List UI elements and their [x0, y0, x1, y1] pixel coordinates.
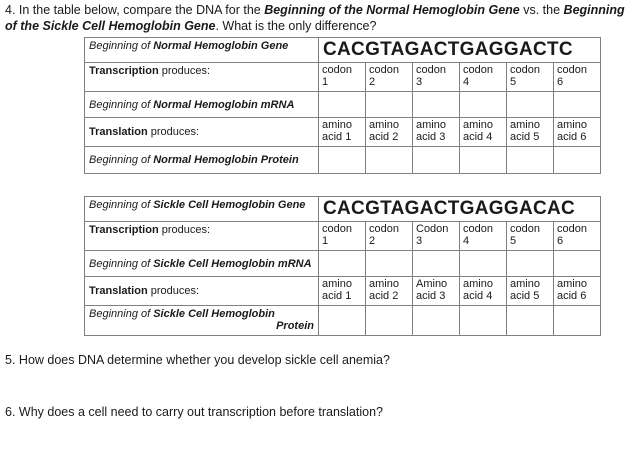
question-4-text-1: In the table below, compare the DNA for the [15, 3, 265, 17]
normal-codon-5: codon 5 [507, 63, 554, 92]
question-4-emphasis-1: Beginning of the Normal Hemoglobin Gene [264, 3, 520, 17]
sickle-amino-acid-1: amino acid 1 [319, 277, 366, 306]
normal-codon-3: codon 3 [413, 63, 460, 92]
question-5-number: 5. [5, 353, 16, 367]
sickle-codon-4: codon 4 [460, 222, 507, 251]
sickle-transcription-label: Transcription produces: [85, 222, 319, 251]
normal-amino-acid-5: amino acid 5 [507, 118, 554, 147]
normal-transcription-label: Transcription produces: [85, 63, 319, 92]
normal-amino-acid-2: amino acid 2 [366, 118, 413, 147]
question-4-text-3: . What is the only difference? [215, 19, 377, 33]
question-6 [5, 404, 383, 420]
normal-amino-acid-1: amino acid 1 [319, 118, 366, 147]
normal-hemoglobin-table [84, 37, 601, 174]
sickle-codon-3: Codon 3 [413, 222, 460, 251]
sickle-mrna-label: Beginning of Sickle Cell Hemoglobin mRNA [85, 251, 319, 277]
sickle-protein-label: Beginning of Sickle Cell Hemoglobin Protein [85, 306, 319, 336]
question-5-text: How does DNA determine whether you develop sickle cell anemia? [15, 353, 390, 367]
question-4 [5, 2, 630, 34]
question-4-number: 4. [5, 3, 16, 17]
sickle-codon-2: codon 2 [366, 222, 413, 251]
sickle-amino-acid-3: Amino acid 3 [413, 277, 460, 306]
sickle-codon-6: codon 6 [554, 222, 601, 251]
sickle-translation-label: Translation produces: [85, 277, 319, 306]
normal-codon-2: codon 2 [366, 63, 413, 92]
normal-codon-1: codon 1 [319, 63, 366, 92]
question-5 [5, 352, 390, 368]
sickle-amino-acid-4: amino acid 4 [460, 277, 507, 306]
normal-protein-label: Beginning of Normal Hemoglobin Protein [85, 147, 319, 174]
sickle-dna-sequence: CACGTAGACTGAGGACAC [319, 197, 601, 222]
normal-mrna-label: Beginning of Normal Hemoglobin mRNA [85, 92, 319, 118]
sickle-amino-acid-2: amino acid 2 [366, 277, 413, 306]
sickle-codon-5: codon 5 [507, 222, 554, 251]
question-6-text: Why does a cell need to carry out transcription before translation? [15, 405, 383, 419]
question-4-text-2: vs. the [519, 3, 564, 17]
sickle-amino-acid-5: amino acid 5 [507, 277, 554, 306]
normal-translation-label: Translation produces: [85, 118, 319, 147]
question-4-emphasis-2: Beginning of the Sickle Cell Hemoglobin Gene [5, 3, 625, 33]
normal-codon-4: codon 4 [460, 63, 507, 92]
normal-codon-6: codon 6 [554, 63, 601, 92]
sickle-cell-hemoglobin-table [84, 196, 601, 336]
normal-gene-label: Beginning of Normal Hemoglobin Gene [85, 38, 319, 63]
normal-amino-acid-4: amino acid 4 [460, 118, 507, 147]
sickle-codon-1: codon 1 [319, 222, 366, 251]
normal-amino-acid-3: amino acid 3 [413, 118, 460, 147]
sickle-gene-label: Beginning of Sickle Cell Hemoglobin Gene [85, 197, 319, 222]
normal-amino-acid-6: amino acid 6 [554, 118, 601, 147]
normal-dna-sequence: CACGTAGACTGAGGACTC [319, 38, 601, 63]
sickle-amino-acid-6: amino acid 6 [554, 277, 601, 306]
question-6-number: 6. [5, 405, 16, 419]
